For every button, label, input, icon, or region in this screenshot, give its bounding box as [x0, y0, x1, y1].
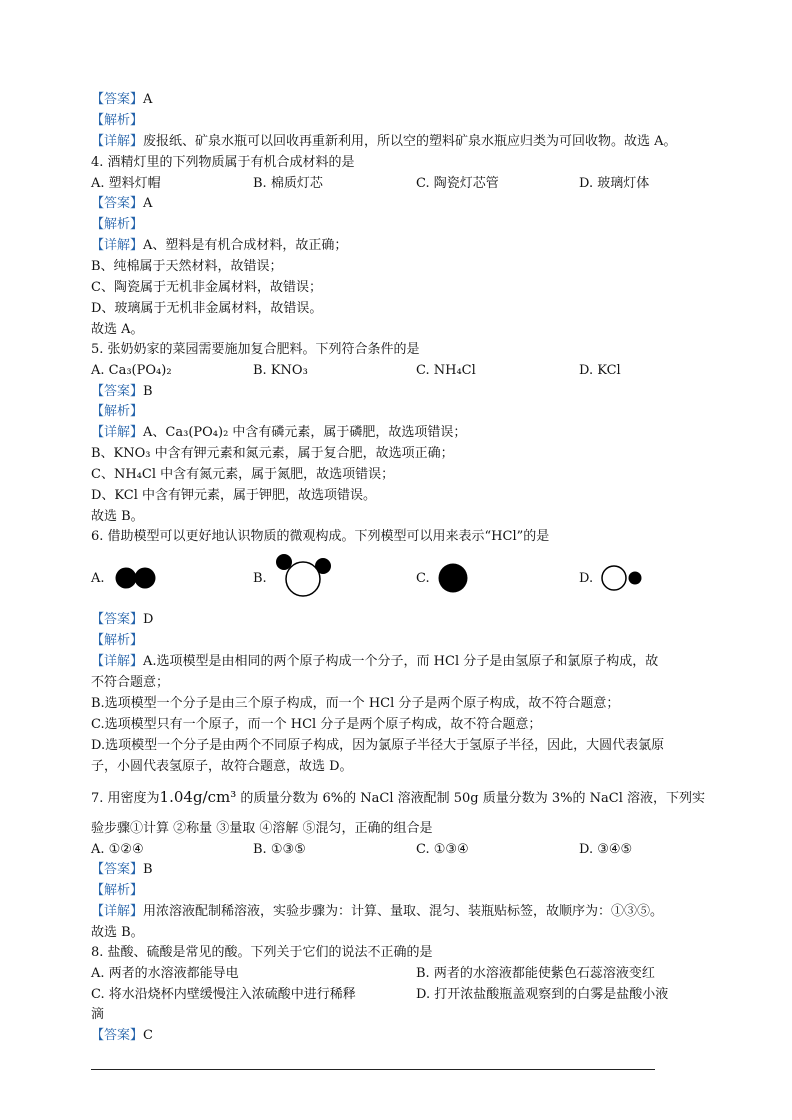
footer-rule — [91, 1069, 655, 1070]
analysis-tag: 【解析】 — [91, 883, 144, 898]
q7-option-a: A. ①②④ — [91, 842, 144, 857]
detail-text: A、塑料是有机合成材料，故正确； — [143, 238, 348, 253]
answer-line — [91, 91, 152, 109]
detail-tag: 【详解】 — [91, 134, 144, 149]
question-5: 5. 张奶奶家的菜园需要施加复合肥料。下列符合条件的是 — [91, 342, 420, 357]
q4-detail-4: D、玻璃属于无机非金属材料，故错误。 — [91, 301, 323, 316]
q4-detail-1 — [91, 237, 347, 255]
q6-option-c: C. — [416, 571, 430, 586]
detail-text: A、Ca₃(PO₄)₂ 中含有磷元素，属于磷肥，故选项错误； — [143, 425, 467, 440]
detail-line — [91, 133, 677, 151]
answer-tag: 【答案】 — [91, 1028, 144, 1043]
q4-detail-3: C、陶瓷属于无机非金属材料，故错误； — [91, 280, 322, 295]
q6-analysis — [91, 632, 143, 650]
q8-option-d-wrap: 滴 — [91, 1007, 105, 1022]
answer-tag: 【答案】 — [91, 612, 144, 627]
q7-detail-1 — [91, 903, 663, 921]
analysis-tag: 【解析】 — [91, 633, 144, 648]
question-6: 6. 借助模型可以更好地认识物质的微观构成。下列模型可以用来表示“HCl”的是 — [91, 529, 550, 544]
q5-analysis — [91, 403, 143, 421]
answer-value: B — [143, 384, 153, 399]
q8-option-c: C. 将水沿烧杯内壁缓慢注入浓硫酸中进行稀释 — [91, 987, 356, 1002]
molecule-model-a — [114, 565, 160, 591]
q4-option-a: A. 塑料灯帽 — [91, 176, 161, 191]
q6-option-a: A. — [91, 571, 105, 586]
q4-answer — [91, 195, 152, 213]
q8-option-d: D. 打开浓盐酸瓶盖观察到的白雾是盐酸小液 — [416, 987, 669, 1002]
molecule-model-b — [274, 553, 336, 601]
atom-b-large — [286, 562, 320, 596]
q7-rest: 的质量分数为 6%的 NaCl 溶液配制 50g 质量分数为 3%的 NaCl 溶液，下列实 — [236, 791, 706, 806]
q7-analysis — [91, 882, 143, 900]
q4-option-c: C. 陶瓷灯芯管 — [416, 176, 499, 191]
q4-option-d: D. 玻璃灯体 — [579, 176, 650, 191]
analysis-tag: 【解析】 — [91, 404, 144, 419]
atom-a2 — [135, 568, 156, 589]
q6-detail-4: C.选项模型只有一个原子，而一个 HCl 分子是两个原子构成，故不符合题意； — [91, 717, 542, 732]
q5-option-a: A. Ca₃(PO₄)₂ — [91, 363, 172, 378]
question-4: 4. 酒精灯里的下列物质属于有机合成材料的是 — [91, 155, 355, 170]
q5-option-c: C. NH₄Cl — [416, 363, 476, 378]
answer-value: A — [143, 196, 153, 211]
atom-c — [439, 564, 468, 593]
q6-detail-3: B.选项模型一个分子是由三个原子构成，而一个 HCl 分子是两个原子构成，故不符合题意； — [91, 696, 620, 711]
q6-detail-2: 不符合题意； — [91, 675, 170, 690]
answer-value: D — [143, 612, 154, 627]
detail-text: 废报纸、矿泉水瓶可以回收再重新利用，所以空的塑料矿泉水瓶应归类为可回收物。故选 A。 — [143, 134, 677, 149]
answer-tag: 【答案】 — [91, 92, 144, 107]
detail-tag: 【详解】 — [91, 904, 144, 919]
q5-option-b: B. KNO₃ — [253, 363, 308, 378]
q6-option-b: B. — [253, 571, 267, 586]
atom-d-large — [602, 566, 626, 590]
analysis-line — [91, 112, 143, 130]
detail-text: 用浓溶液配制稀溶液，实验步骤为：计算、量取、混匀、装瓶贴标签，故顺序为：①③⑤。 — [143, 904, 664, 919]
q7-option-c: C. ①③④ — [416, 842, 469, 857]
detail-tag: 【详解】 — [91, 425, 144, 440]
answer-tag: 【答案】 — [91, 384, 144, 399]
q7-steps: 验步骤①计算 ②称量 ③量取 ④溶解 ⑤混匀，正确的组合是 — [91, 821, 433, 836]
q4-option-b: B. 棉质灯芯 — [253, 176, 323, 191]
q6-detail-6: 子，小圆代表氢原子，故符合题意，故选 D。 — [91, 759, 353, 774]
q6-answer — [91, 611, 153, 629]
atom-a1 — [116, 568, 137, 589]
q4-detail-2: B、纯棉属于天然材料，故错误； — [91, 259, 283, 274]
q8-option-b: B. 两者的水溶液都能使紫色石蕊溶液变红 — [416, 966, 655, 981]
q5-detail-1 — [91, 424, 466, 442]
analysis-tag: 【解析】 — [91, 217, 144, 232]
q7-conclusion: 故选 B。 — [91, 925, 144, 940]
molecule-model-d — [600, 564, 646, 594]
detail-tag: 【详解】 — [91, 238, 144, 253]
q5-detail-4: D、KCl 中含有钾元素，属于钾肥，故选项错误。 — [91, 488, 377, 503]
answer-value: C — [143, 1028, 153, 1043]
q6-detail-5: D.选项模型一个分子是由两个不同原子构成，因为氯原子半径大于氢原子半径，因此，大圆代表氯原 — [91, 738, 665, 753]
q8-option-a: A. 两者的水溶液都能导电 — [91, 966, 239, 981]
q6-option-d: D. — [579, 571, 594, 586]
molecule-model-c — [437, 562, 471, 594]
question-8: 8. 盐酸、硫酸是常见的酸。下列关于它们的说法不正确的是 — [91, 945, 433, 960]
answer-tag: 【答案】 — [91, 862, 144, 877]
atom-d-small — [629, 572, 642, 585]
q5-answer — [91, 383, 153, 401]
question-7 — [91, 788, 705, 808]
detail-tag: 【详解】 — [91, 654, 144, 669]
answer-value: B — [143, 862, 153, 877]
q5-conclusion: 故选 B。 — [91, 509, 144, 524]
answer-value: A — [143, 92, 153, 107]
q5-detail-2: B、KNO₃ 中含有钾元素和氮元素，属于复合肥，故选项正确； — [91, 446, 454, 461]
q5-option-d: D. KCl — [579, 363, 621, 378]
q7-lead: 7. 用密度为 — [91, 791, 160, 806]
q6-detail-1 — [91, 653, 658, 671]
q5-detail-3: C、NH₄Cl 中含有氮元素，属于氮肥，故选项错误； — [91, 467, 395, 482]
q4-conclusion: 故选 A。 — [91, 322, 144, 337]
detail-text: A.选项模型是由相同的两个原子构成一个分子，而 HCl 分子是由氢原子和氯原子构成，故 — [143, 654, 659, 669]
q7-answer — [91, 861, 153, 879]
answer-tag: 【答案】 — [91, 196, 144, 211]
q8-answer — [91, 1027, 153, 1045]
q7-option-d: D. ③④⑤ — [579, 842, 633, 857]
analysis-tag: 【解析】 — [91, 113, 144, 128]
q4-analysis — [91, 216, 143, 234]
q7-option-b: B. ①③⑤ — [253, 842, 306, 857]
density-value: 1.04g/cm³ — [159, 788, 237, 806]
